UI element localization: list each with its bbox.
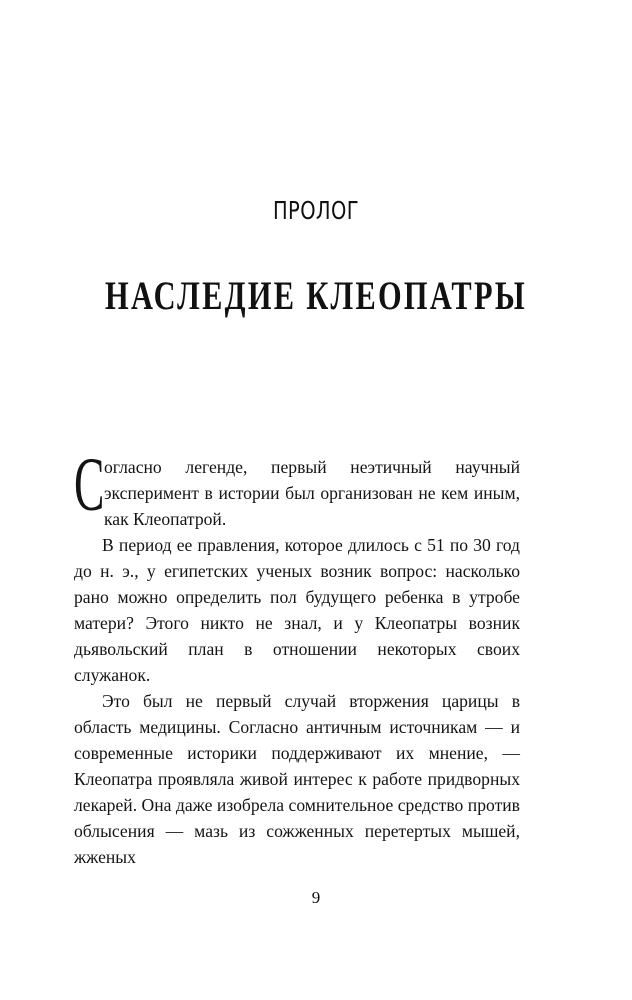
page-number: 9	[311, 888, 321, 907]
drop-cap: С	[74, 443, 105, 527]
paragraph-1-text: огласно легенде, первый неэтичный научный эксперимент в истории был организован не кем иным, как Клеопатрой.	[104, 457, 520, 529]
paragraph-2: В период ее правления, которое длилось с 51 по 30 год до н. э., у египетских ученых возник вопрос: насколько рано можно определить пол будущего ребенка в утробе матери? Этого никто не знал, и у Клеопатры возник дьявольский план в отношении некоторых своих служанок.	[74, 535, 520, 685]
chapter-title: НАСЛЕДИЕ КЛЕОПАТРЫ	[105, 273, 527, 318]
paragraph-1	[74, 443, 520, 532]
paragraph-3: Это был не первый случай вторжения царицы в область медицины. Согласно античным источникам — и современные историки поддерживают их мнение, — Клеопатра проявляла живой интерес к работе придворных лекарей. Она даже изобрела сомнительное средство против облысения — мазь из сожженных перетертых мышей, жженых	[74, 691, 520, 867]
section-label: ПРОЛОГ	[272, 196, 360, 225]
body-text	[74, 443, 520, 870]
